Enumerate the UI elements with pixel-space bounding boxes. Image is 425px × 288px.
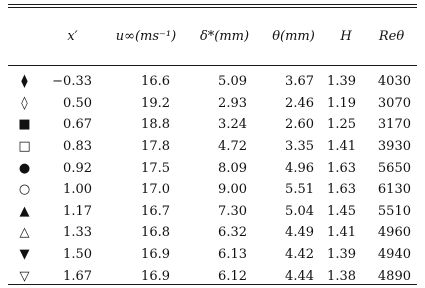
cell-theta: 4.44 xyxy=(285,268,314,284)
filled-diamond-icon: ⧫ xyxy=(21,74,28,90)
cell-delta: 3.24 xyxy=(218,117,247,133)
header-u: u∞(ms⁻¹) xyxy=(115,29,177,44)
cell-theta: 4.96 xyxy=(285,160,314,176)
cell-re: 4890 xyxy=(377,268,411,284)
cell-h: 1.19 xyxy=(327,95,356,111)
cell-h: 1.41 xyxy=(327,139,356,155)
cell-theta: 3.67 xyxy=(285,74,314,90)
cell-delta: 6.32 xyxy=(218,225,247,241)
marker-cell xyxy=(8,136,41,158)
cell-u: 16.8 xyxy=(141,225,170,241)
cell-u: 18.8 xyxy=(141,117,170,133)
cell-h: 1.39 xyxy=(327,247,356,263)
cell-u: 17.0 xyxy=(141,182,170,198)
cell-x: 1.67 xyxy=(63,268,92,284)
top-rule-outer xyxy=(8,4,417,5)
cell-theta: 4.49 xyxy=(285,225,314,241)
marker-cell xyxy=(8,244,41,266)
boundary-layer-table xyxy=(8,8,417,287)
cell-delta: 6.12 xyxy=(218,268,247,284)
table-row xyxy=(8,93,417,115)
open-triangle-down-icon: ▽ xyxy=(19,268,30,284)
cell-h: 1.25 xyxy=(327,117,356,133)
cell-h: 1.63 xyxy=(327,160,356,176)
header-h: H xyxy=(340,29,352,44)
table-row xyxy=(8,244,417,266)
cell-x: 0.67 xyxy=(63,117,92,133)
marker-cell xyxy=(8,114,41,136)
table-row xyxy=(8,201,417,223)
marker-cell xyxy=(8,222,41,244)
header-theta: θ(mm) xyxy=(272,29,315,44)
cell-x: −0.33 xyxy=(52,74,92,90)
cell-u: 16.9 xyxy=(141,247,170,263)
cell-delta: 7.30 xyxy=(218,203,247,219)
table-row xyxy=(8,222,417,244)
marker-cell xyxy=(8,157,41,179)
cell-x: 0.83 xyxy=(63,139,92,155)
marker-cell xyxy=(8,65,41,93)
cell-x: 1.50 xyxy=(63,247,92,263)
cell-h: 1.41 xyxy=(327,225,356,241)
header-x: x′ xyxy=(67,29,78,44)
cell-u: 16.6 xyxy=(141,74,170,90)
cell-x: 0.92 xyxy=(63,160,92,176)
cell-theta: 4.42 xyxy=(285,247,314,263)
table-row xyxy=(8,179,417,201)
cell-x: 1.17 xyxy=(63,203,92,219)
cell-re: 3070 xyxy=(377,95,411,111)
table-row xyxy=(8,114,417,136)
cell-delta: 4.72 xyxy=(218,139,247,155)
filled-triangle-up-icon: ▲ xyxy=(19,203,30,219)
cell-theta: 2.60 xyxy=(285,117,314,133)
cell-delta: 8.09 xyxy=(218,160,247,176)
header-re: Reθ xyxy=(378,29,405,44)
open-triangle-up-icon: △ xyxy=(19,225,30,241)
cell-u: 16.9 xyxy=(141,268,170,284)
cell-u: 16.7 xyxy=(141,203,170,219)
cell-theta: 3.35 xyxy=(285,139,314,155)
header-delta: δ*(mm) xyxy=(199,29,250,44)
cell-re: 4960 xyxy=(377,225,411,241)
cell-x: 1.00 xyxy=(63,182,92,198)
cell-re: 6130 xyxy=(377,182,411,198)
header-marker xyxy=(8,8,41,65)
cell-theta: 5.04 xyxy=(285,203,314,219)
marker-cell xyxy=(8,93,41,115)
table-row xyxy=(8,136,417,158)
cell-delta: 6.13 xyxy=(218,247,247,263)
cell-re: 4030 xyxy=(377,74,411,90)
marker-cell xyxy=(8,265,41,287)
cell-re: 4940 xyxy=(377,247,411,263)
filled-circle-icon: ● xyxy=(18,160,31,176)
cell-re: 3930 xyxy=(377,139,411,155)
cell-re: 5510 xyxy=(377,203,411,219)
cell-re: 3170 xyxy=(377,117,411,133)
cell-u: 17.8 xyxy=(141,139,170,155)
cell-delta: 5.09 xyxy=(218,74,247,90)
filled-square-icon: ■ xyxy=(18,117,31,133)
cell-theta: 2.46 xyxy=(285,95,314,111)
table-row xyxy=(8,65,417,93)
cell-theta: 5.51 xyxy=(285,182,314,198)
cell-u: 19.2 xyxy=(141,95,170,111)
filled-triangle-down-icon: ▼ xyxy=(19,247,30,263)
open-diamond-icon: ◊ xyxy=(21,95,28,111)
cell-x: 0.50 xyxy=(63,95,92,111)
cell-x: 1.33 xyxy=(63,225,92,241)
cell-u: 17.5 xyxy=(141,160,170,176)
cell-h: 1.63 xyxy=(327,182,356,198)
marker-cell xyxy=(8,179,41,201)
table-row xyxy=(8,265,417,287)
marker-cell xyxy=(8,201,41,223)
cell-h: 1.39 xyxy=(327,74,356,90)
cell-h: 1.38 xyxy=(327,268,356,284)
open-square-icon: □ xyxy=(18,139,31,155)
cell-h: 1.45 xyxy=(327,203,356,219)
cell-delta: 9.00 xyxy=(218,182,247,198)
cell-delta: 2.93 xyxy=(218,95,247,111)
cell-re: 5650 xyxy=(377,160,411,176)
open-circle-icon: ○ xyxy=(18,182,31,198)
table-row xyxy=(8,157,417,179)
header-row xyxy=(8,8,417,65)
